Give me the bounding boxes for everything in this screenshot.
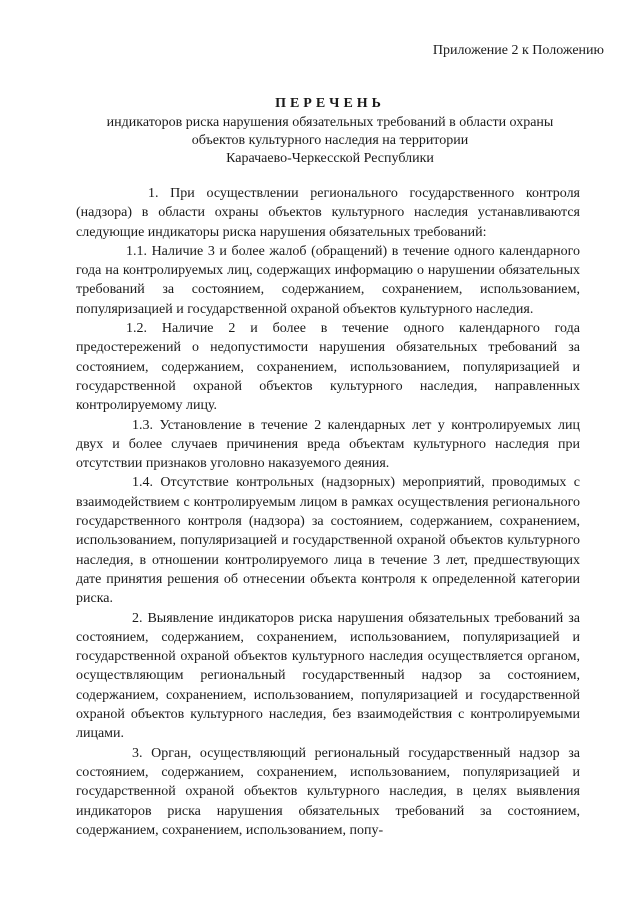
paragraph-1-2: 1.2. Наличие 2 и более в течение одного календарного года предостережений о недопустимости нарушения обязательных требований за состоянием, содержанием, сохранением, использованием, популяризацией и государственной охраной объектов культурного наследия, направленных контролируемому лицу. [76,321,580,414]
paragraph-1: 1. При осуществлении регионального государственного контроля (надзора) в области охраны объектов культурного наследия устанавливаются следующие индикаторы риска нарушения обязательных требований: [76,186,580,240]
title-line-2: объектов культурного наследия на территории [191,133,469,148]
paragraph-1-3: 1.3. Установление в течение 2 календарных лет у контролируемых лиц двух и более случаев причинения вреда объектам культурного наследия при отсутствии признаков уголовно наказуемого деяния. [76,417,580,472]
paragraph-2: 2. Выявление индикаторов риска нарушения обязательных требований за состоянием, содержанием, сохранением, использованием, популяризацией и государственной охраной объектов культурного наследия осуществляется органом, осуществляющим региональный государственный надзор за состоянием, содержанием, сохранением, использованием, популяризацией и государственной охраной объектов культурного наследия, без взаимодействия с контролируемыми лицами. [76,610,580,742]
paragraph-1-4: 1.4. Отсутствие контрольных (надзорных) мероприятий, проводимых с взаимодействием с контролируемым лицом в рамках осуществления регионального государственного контроля (надзора) за состоянием, содержанием, сохранением, использованием, популяризацией и государственной охраной объектов культурного наследия, в отношении контролируемого лица в течение 3 лет, предшествующих дате принятия решения об отнесении объекта контроля к определенной категории риска. [76,475,580,607]
document-heading: ПЕРЕЧЕНЬ [275,96,385,111]
title-line-3: Карачаево-Черкесской Республики [226,151,434,166]
paragraph-3: 3. Орган, осуществляющий региональный государственный надзор за состоянием, содержанием, сохранением, использованием, популяризацией и государственной охраной объектов культурного наследия, в целях выявления индикаторов риска нарушения обязательных требований за состоянием, содержанием, сохранением, использованием, попу- [76,745,580,838]
title-block [60,95,600,168]
document-body [76,184,580,840]
appendix-label: Приложение 2 к Положению [432,43,604,58]
title-line-1: индикаторов риска нарушения обязательных требований в области охраны [106,115,554,130]
paragraph-1-1: 1.1. Наличие 3 и более жалоб (обращений) в течение одного календарного года на контролируемых лиц, содержащих информацию о нарушении обязательных требований за состоянием, содержанием, сохранением, использованием, популяризацией и государственной охраной объектов культурного наследия. [76,243,580,317]
